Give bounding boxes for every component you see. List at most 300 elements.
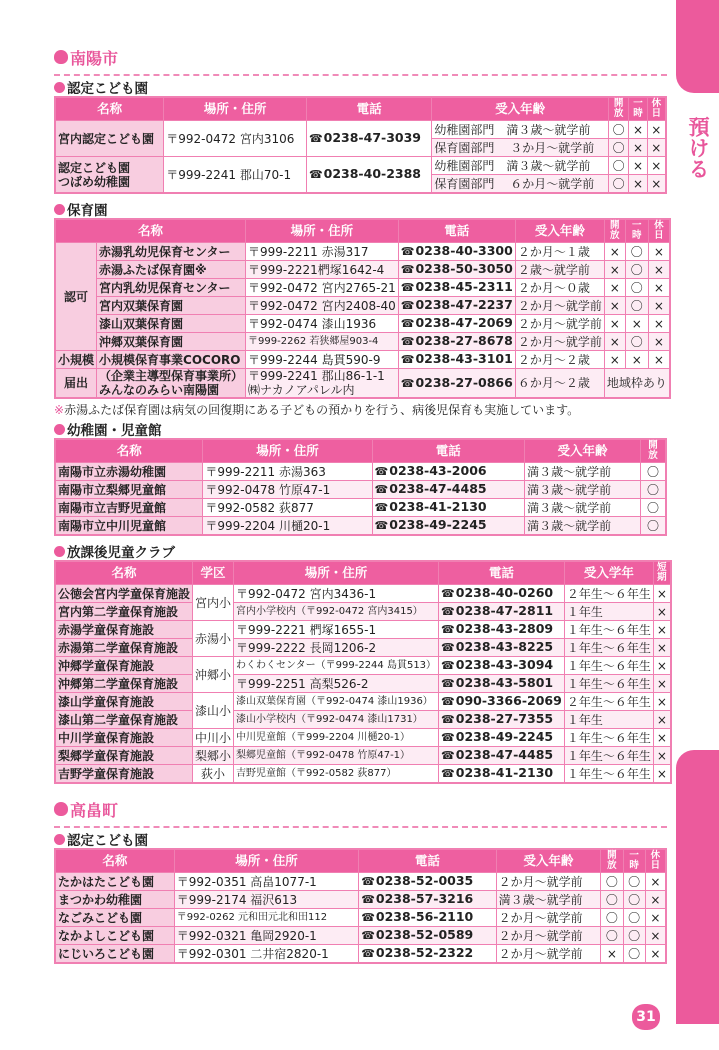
- phone-number: [398, 279, 515, 297]
- unavailable-mark: ×: [601, 945, 623, 964]
- phone-text[interactable]: 0238-47-4485: [389, 481, 487, 496]
- unavailable-mark: ×: [653, 747, 671, 765]
- phone-icon: ☎: [374, 483, 389, 496]
- unavailable-mark: ×: [629, 121, 647, 139]
- phone-text[interactable]: 0238-27-7355: [455, 711, 554, 726]
- table-row: [55, 603, 671, 621]
- phone-icon: ☎: [441, 713, 455, 726]
- table-cell: 〒992-0474 漆山1936: [246, 315, 399, 333]
- unavailable-mark: ×: [604, 333, 625, 351]
- phone-number: [372, 517, 525, 536]
- available-mark: 〇: [625, 279, 648, 297]
- footnote: [54, 403, 667, 418]
- facility-name: 認定こども園 つばめ幼稚園: [55, 157, 164, 194]
- available-mark: 〇: [625, 243, 648, 261]
- table-row: [55, 711, 671, 729]
- table-cell: ２か月～就学前: [515, 333, 604, 351]
- phone-number: [439, 603, 565, 621]
- section-heading: [54, 542, 667, 560]
- unavailable-mark: ×: [653, 765, 671, 784]
- phone-icon: ☎: [441, 659, 455, 672]
- phone-icon: ☎: [374, 501, 389, 514]
- phone-text[interactable]: 0238-27-0866: [415, 374, 513, 390]
- column-header: 場所・住所: [203, 439, 372, 463]
- table-row: [55, 639, 671, 657]
- facility-name: 小規模保育事業COCORO: [97, 351, 246, 369]
- table-row: [55, 945, 666, 964]
- available-mark: 〇: [625, 297, 648, 315]
- column-header: 名称: [55, 849, 174, 873]
- facility-name: 南陽市立中川児童館: [55, 517, 203, 536]
- table-cell: １年生～６年生: [564, 675, 653, 693]
- table-cell: ２か月～０歳: [515, 279, 604, 297]
- facility-name: 南陽市立吉野児童館: [55, 499, 203, 517]
- table-row: [55, 675, 671, 693]
- column-header: 電話: [372, 439, 525, 463]
- table-cell: 梨郷児童館（〒992-0478 竹原47-1）: [234, 747, 439, 765]
- available-mark: 〇: [641, 499, 666, 517]
- column-header: 休 日: [648, 219, 669, 243]
- table-cell: 幼稚園部門 満３歳～就学前: [432, 157, 609, 175]
- available-mark: 〇: [625, 333, 648, 351]
- table-cell: １年生～６年生: [564, 747, 653, 765]
- available-mark: 〇: [623, 927, 645, 945]
- unavailable-mark: ×: [604, 351, 625, 369]
- table-row: [55, 499, 666, 517]
- table-cell: 幼稚園部門 満３歳～就学前: [432, 121, 609, 139]
- unavailable-mark: ×: [653, 603, 671, 621]
- phone-icon: ☎: [308, 168, 323, 181]
- phone-text[interactable]: 0238-43-8225: [455, 639, 554, 654]
- available-mark: 〇: [623, 873, 645, 891]
- phone-icon: ☎: [441, 623, 455, 636]
- table-cell: 赤湯小: [193, 621, 234, 657]
- table-youchien-jidoukan: [54, 438, 667, 536]
- column-header: 開 放: [604, 219, 625, 243]
- table-row: [55, 463, 666, 481]
- phone-icon: ☎: [374, 519, 389, 532]
- facility-name: 赤湯第二学童保育施設: [55, 639, 193, 657]
- table-cell: ２年生～６年生: [564, 585, 653, 603]
- phone-text[interactable]: 0238-47-2811: [455, 603, 554, 618]
- phone-text[interactable]: 0238-47-3039: [323, 130, 421, 145]
- unavailable-mark: ×: [604, 297, 625, 315]
- facility-name: まつかわ幼稚園: [55, 891, 174, 909]
- table-cell: 〒999-2174 福沢613: [174, 891, 358, 909]
- table-cell: 〒999-2211 赤湯317: [246, 243, 399, 261]
- phone-number: [398, 369, 515, 399]
- phone-text[interactable]: 0238-40-2388: [323, 166, 421, 181]
- table-cell: 漆山小: [193, 693, 234, 729]
- column-header: 休 日: [645, 849, 666, 873]
- phone-number: [439, 657, 565, 675]
- facility-name: たかはたこども園: [55, 873, 174, 891]
- phone-number: [306, 121, 431, 157]
- page-number: 31: [632, 1004, 660, 1030]
- unavailable-mark: ×: [604, 315, 625, 333]
- table-cell: １年生～６年生: [564, 729, 653, 747]
- table-row: [55, 351, 670, 369]
- phone-icon: ☎: [400, 281, 415, 294]
- side-tab-label[interactable]: 預ける: [686, 116, 710, 179]
- phone-number: [398, 315, 515, 333]
- facility-name: （企業主導型保育事業所） みんなのみらい南陽園: [97, 369, 246, 399]
- phone-icon: ☎: [441, 731, 455, 744]
- area-heading-nanyo: [54, 46, 667, 68]
- column-header: 場所・住所: [234, 561, 439, 585]
- phone-icon: ☎: [441, 641, 455, 654]
- category-label: 小規模: [55, 351, 97, 369]
- table-cell: ６か月～２歳: [515, 369, 604, 399]
- phone-icon: ☎: [400, 335, 415, 348]
- available-mark: 〇: [623, 945, 645, 964]
- table-cell: ２か月～就学前: [496, 909, 601, 927]
- phone-number: [439, 711, 565, 729]
- facility-name: 中川学童保育施設: [55, 729, 193, 747]
- table-cell: 中川小: [193, 729, 234, 747]
- available-mark: 〇: [609, 139, 629, 157]
- facility-name: なごみこども園: [55, 909, 174, 927]
- facility-name: 公徳会宮内学童保育施設: [55, 585, 193, 603]
- table-row: [55, 279, 670, 297]
- unavailable-mark: ×: [653, 729, 671, 747]
- side-tab-bottom: [676, 750, 719, 1024]
- available-mark: 〇: [609, 121, 629, 139]
- table-row: [55, 909, 666, 927]
- facility-name: 吉野学童保育施設: [55, 765, 193, 784]
- facility-name: 南陽市立梨郷児童館: [55, 481, 203, 499]
- column-header: 受入学年: [564, 561, 653, 585]
- table-cell: 満３歳～就学前: [525, 481, 641, 499]
- phone-icon: ☎: [400, 299, 415, 312]
- section-title: 保育園: [67, 203, 108, 219]
- phone-text[interactable]: 0238-49-2245: [389, 517, 487, 532]
- table-cell: 〒999-2221椚塚1642-4: [246, 261, 399, 279]
- section-heading: [54, 200, 667, 218]
- column-header: 名称: [55, 561, 193, 585]
- phone-text[interactable]: 0238-43-2006: [389, 463, 487, 478]
- page-content: [54, 0, 667, 1050]
- table-row: [55, 333, 670, 351]
- phone-number: [439, 747, 565, 765]
- phone-text[interactable]: 0238-47-2069: [415, 315, 513, 330]
- available-mark: 〇: [609, 175, 629, 194]
- table-cell: 満３歳～就学前: [525, 463, 641, 481]
- unavailable-mark: ×: [645, 909, 666, 927]
- table-row: [55, 157, 666, 175]
- table-cell: １年生: [564, 711, 653, 729]
- phone-number: [439, 765, 565, 784]
- phone-text[interactable]: 0238-43-3101: [415, 351, 513, 366]
- facility-name: なかよしこども園: [55, 927, 174, 945]
- table-header: [55, 849, 666, 873]
- phone-text[interactable]: 0238-47-4485: [455, 747, 554, 762]
- available-mark: 〇: [609, 157, 629, 175]
- bullet-icon: [54, 204, 65, 215]
- table-cell: 〒992-0472 宮内2408-40: [246, 297, 399, 315]
- phone-icon: ☎: [361, 875, 375, 888]
- unavailable-mark: ×: [625, 351, 648, 369]
- table-cell: 〒992-0301 二井宿2820-1: [174, 945, 358, 964]
- table-row: [55, 517, 666, 536]
- phone-text[interactable]: 0238-49-2245: [455, 729, 554, 744]
- note-mark: ※: [54, 403, 65, 417]
- table-header: [55, 561, 671, 585]
- unavailable-mark: ×: [653, 585, 671, 603]
- table-row: [55, 873, 666, 891]
- table-cell: 沖郷小: [193, 657, 234, 693]
- available-mark: 〇: [623, 891, 645, 909]
- table-cell: 〒999-2222 長岡1206-2: [234, 639, 439, 657]
- table-cell: １年生～６年生: [564, 657, 653, 675]
- table-cell: 〒999-2262 若狭郷屋903-4: [246, 333, 399, 351]
- facility-name: 赤湯ふたば保育園※: [97, 261, 246, 279]
- table-header: [55, 97, 666, 121]
- table-nintei-kodomoen-nanyo: [54, 96, 667, 194]
- phone-text[interactable]: 0238-56-2110: [375, 909, 474, 924]
- unavailable-mark: ×: [625, 315, 648, 333]
- table-row: [55, 891, 666, 909]
- section-title: 認定こども園: [67, 81, 148, 97]
- phone-text[interactable]: 0238-43-5801: [455, 675, 554, 690]
- available-mark: 〇: [601, 873, 623, 891]
- column-header: 受入年齢: [525, 439, 641, 463]
- unavailable-mark: ×: [653, 657, 671, 675]
- phone-number: [372, 499, 525, 517]
- available-mark: 〇: [601, 891, 623, 909]
- table-row: [55, 369, 670, 399]
- table-row: [55, 315, 670, 333]
- column-header: 開 放: [609, 97, 629, 121]
- unavailable-mark: ×: [653, 639, 671, 657]
- table-row: [55, 747, 671, 765]
- facility-name: 梨郷学童保育施設: [55, 747, 193, 765]
- phone-number: [359, 891, 496, 909]
- table-row: [55, 621, 671, 639]
- table-cell: １年生～６年生: [564, 765, 653, 784]
- column-header: 名称: [55, 219, 246, 243]
- phone-number: [359, 873, 496, 891]
- table-row: [55, 927, 666, 945]
- facility-name: にじいろこども園: [55, 945, 174, 964]
- phone-text[interactable]: 0238-40-0260: [455, 585, 554, 600]
- phone-number: [306, 157, 431, 194]
- table-cell: ２か月～１歳: [515, 243, 604, 261]
- available-mark: 〇: [623, 909, 645, 927]
- phone-icon: ☎: [361, 911, 375, 924]
- unavailable-mark: ×: [648, 297, 669, 315]
- table-cell: 梨郷小: [193, 747, 234, 765]
- table-cell: ２か月～就学前: [496, 945, 601, 964]
- column-header: 場所・住所: [164, 97, 307, 121]
- unavailable-mark: ×: [645, 891, 666, 909]
- column-header: 短 期: [653, 561, 671, 585]
- phone-icon: ☎: [400, 353, 415, 366]
- table-cell: １年生～６年生: [564, 639, 653, 657]
- table-cell: ２歳～就学前: [515, 261, 604, 279]
- section-heading: [54, 78, 667, 96]
- phone-text[interactable]: 0238-52-0589: [375, 927, 474, 942]
- phone-number: [359, 927, 496, 945]
- unavailable-mark: ×: [647, 157, 666, 175]
- table-cell: 中川児童館（〒999-2204 川樋20-1）: [234, 729, 439, 747]
- table-cell: ２か月～就学前: [515, 297, 604, 315]
- phone-text[interactable]: 0238-45-2311: [415, 279, 513, 294]
- section-heading: [54, 420, 667, 438]
- column-header: 電話: [306, 97, 431, 121]
- category-label: 届出: [55, 369, 97, 399]
- table-cell: ２か月～２歳: [515, 351, 604, 369]
- flower-icon: [54, 802, 68, 816]
- phone-text[interactable]: 0238-50-3050: [415, 261, 513, 276]
- flower-icon: [54, 50, 68, 64]
- table-cell: 宮内小学校内（〒992-0472 宮内3415）: [234, 603, 439, 621]
- side-tab-top: [676, 0, 719, 93]
- table-row: [55, 261, 670, 279]
- phone-number: [398, 297, 515, 315]
- bullet-icon: [54, 546, 65, 557]
- unavailable-mark: ×: [648, 315, 669, 333]
- facility-name: 宮内乳幼児保育センター: [97, 279, 246, 297]
- column-header: 電話: [359, 849, 496, 873]
- available-mark: 〇: [641, 481, 666, 499]
- phone-icon: ☎: [441, 587, 455, 600]
- phone-text[interactable]: 0238-47-2237: [415, 297, 513, 312]
- unavailable-mark: ×: [629, 139, 647, 157]
- phone-icon: ☎: [361, 929, 375, 942]
- unavailable-mark: ×: [604, 279, 625, 297]
- phone-number: [398, 333, 515, 351]
- phone-text[interactable]: 0238-40-3300: [415, 243, 513, 258]
- table-cell: わくわくセンター（〒999-2244 島貫513）: [234, 657, 439, 675]
- bullet-icon: [54, 424, 65, 435]
- phone-icon: ☎: [400, 317, 415, 330]
- unavailable-mark: ×: [604, 261, 625, 279]
- unavailable-mark: ×: [653, 621, 671, 639]
- table-cell: １年生～６年生: [564, 621, 653, 639]
- table-gakudo: [54, 560, 672, 784]
- phone-number: [439, 639, 565, 657]
- unavailable-mark: ×: [653, 711, 671, 729]
- category-label: 認可: [55, 243, 97, 351]
- table-row: [55, 121, 666, 139]
- table-cell: 〒992-0472 宮内3106: [164, 121, 307, 157]
- phone-number: [439, 621, 565, 639]
- unavailable-mark: ×: [629, 157, 647, 175]
- bullet-icon: [54, 834, 65, 845]
- phone-number: [439, 675, 565, 693]
- phone-icon: ☎: [361, 947, 375, 960]
- phone-icon: ☎: [400, 245, 415, 258]
- table-cell: 〒992-0472 宮内2765-21: [246, 279, 399, 297]
- unavailable-mark: ×: [648, 243, 669, 261]
- table-cell: 〒999-2204 川樋20-1: [203, 517, 372, 536]
- table-cell: ２か月～就学前: [515, 315, 604, 333]
- facility-name: 宮内双葉保育園: [97, 297, 246, 315]
- table-cell: ２か月～就学前: [496, 927, 601, 945]
- section-title: 放課後児童クラブ: [67, 545, 175, 561]
- column-header: 開 放: [601, 849, 623, 873]
- phone-icon: ☎: [441, 749, 455, 762]
- facility-name: 赤湯学童保育施設: [55, 621, 193, 639]
- phone-text[interactable]: 0238-27-8678: [415, 333, 513, 348]
- table-cell: 荻小: [193, 765, 234, 784]
- phone-text[interactable]: 090-3366-2069: [455, 693, 562, 708]
- table-header: [55, 439, 666, 463]
- table-cell: 保育園部門 ３か月～就学前: [432, 139, 609, 157]
- phone-number: [439, 585, 565, 603]
- divider: [54, 74, 667, 76]
- facility-name: 漆山双葉保育園: [97, 315, 246, 333]
- phone-text[interactable]: 0238-52-2322: [375, 945, 474, 960]
- column-header: 学区: [193, 561, 234, 585]
- table-row: [55, 765, 671, 784]
- available-mark: 〇: [641, 463, 666, 481]
- table-cell: 〒999-2211 赤湯363: [203, 463, 372, 481]
- available-mark: 〇: [625, 261, 648, 279]
- table-cell: 〒992-0582 荻877: [203, 499, 372, 517]
- phone-icon: ☎: [374, 465, 389, 478]
- table-cell: 〒992-0472 宮内3436-1: [234, 585, 439, 603]
- phone-text[interactable]: 0238-57-3216: [375, 891, 474, 906]
- phone-icon: ☎: [400, 263, 415, 276]
- table-cell: 〒999-2221 椚塚1655-1: [234, 621, 439, 639]
- table-cell: 〒992-0321 亀岡2920-1: [174, 927, 358, 945]
- unavailable-mark: ×: [604, 243, 625, 261]
- table-row: [55, 297, 670, 315]
- phone-text[interactable]: 0238-43-2809: [455, 621, 554, 636]
- phone-text[interactable]: 0238-52-0035: [375, 873, 474, 888]
- column-header: 一 時: [623, 849, 645, 873]
- phone-text[interactable]: 0238-43-3094: [455, 657, 554, 672]
- table-row: [55, 481, 666, 499]
- facility-name: 赤湯乳幼児保育センター: [97, 243, 246, 261]
- table-cell: 〒992-0478 竹原47-1: [203, 481, 372, 499]
- table-cell: 満３歳～就学前: [525, 499, 641, 517]
- table-header: [55, 219, 670, 243]
- phone-text[interactable]: 0238-41-2130: [389, 499, 487, 514]
- facility-name: 漆山学童保育施設: [55, 693, 193, 711]
- area-name: 南陽市: [70, 48, 119, 68]
- phone-icon: ☎: [441, 767, 455, 780]
- table-cell: 満３歳～就学前: [525, 517, 641, 536]
- unavailable-mark: ×: [645, 945, 666, 964]
- unavailable-mark: ×: [648, 333, 669, 351]
- unavailable-mark: ×: [647, 139, 666, 157]
- table-cell: １年生: [564, 603, 653, 621]
- table-cell: 漆山双葉保育園（〒992-0474 漆山1936）: [234, 693, 439, 711]
- column-header: 一 時: [625, 219, 648, 243]
- divider: [54, 826, 667, 828]
- available-mark: 〇: [641, 517, 666, 536]
- facility-name: 宮内第二学童保育施設: [55, 603, 193, 621]
- column-header: 電話: [439, 561, 565, 585]
- unavailable-mark: ×: [648, 261, 669, 279]
- table-row: [55, 243, 670, 261]
- column-header: 場所・住所: [246, 219, 399, 243]
- column-header: 名称: [55, 439, 203, 463]
- available-mark: 〇: [601, 927, 623, 945]
- table-nintei-kodomoen-takahata: [54, 848, 667, 964]
- table-cell: 〒992-0351 高畠1077-1: [174, 873, 358, 891]
- unavailable-mark: ×: [648, 351, 669, 369]
- facility-name: 沖郷双葉保育園: [97, 333, 246, 351]
- column-header: 場所・住所: [174, 849, 358, 873]
- column-header: 一 時: [629, 97, 647, 121]
- phone-number: [439, 729, 565, 747]
- note-text: 赤湯ふたば保育園は病気の回復期にある子どもの預かりを行う、病後児保育も実施しています。: [64, 403, 580, 417]
- phone-text[interactable]: 0238-41-2130: [455, 765, 554, 780]
